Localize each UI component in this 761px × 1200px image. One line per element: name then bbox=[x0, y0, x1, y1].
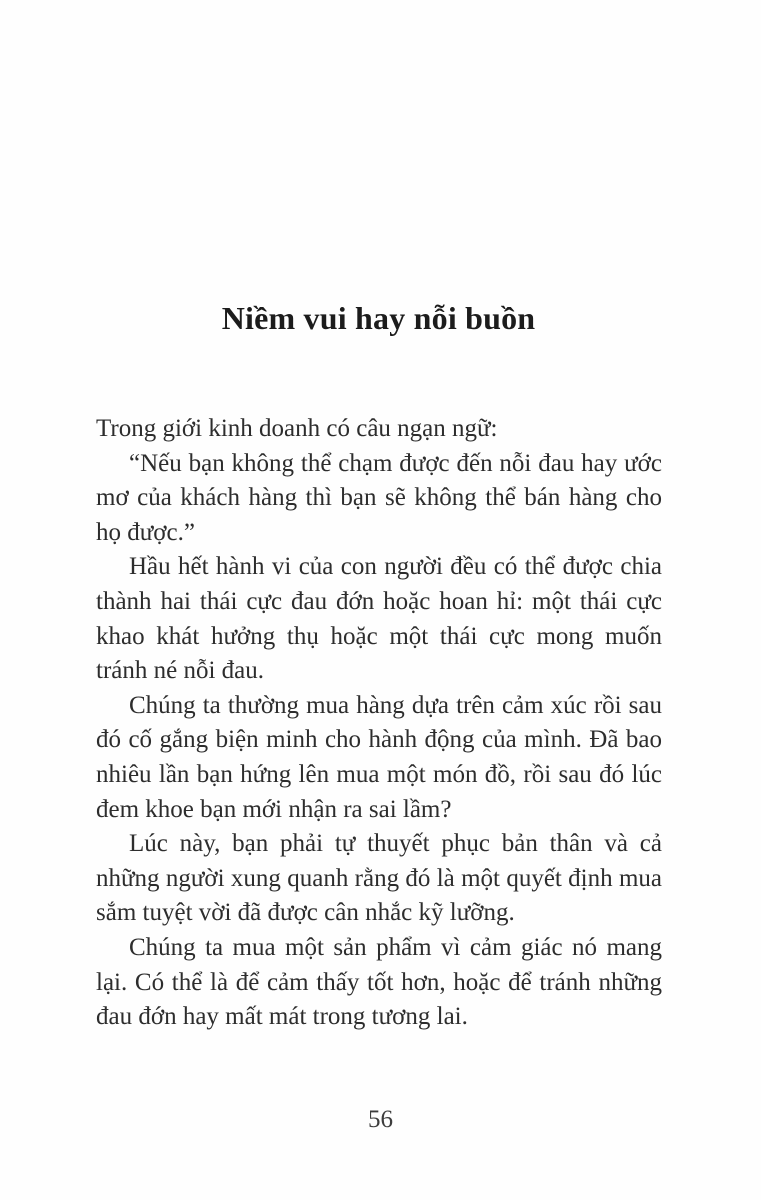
paragraph: Trong giới kinh doanh có câu ngạn ngữ: bbox=[96, 415, 498, 442]
page-number: 56 bbox=[368, 1106, 393, 1133]
paragraph: Lúc này, bạn phải tự thuyết phục bản thân và cả những người xung quanh rằng đó là một quyết định mua sắm tuyệt vời đã được cân nhắc kỹ lưỡng. bbox=[96, 830, 662, 927]
chapter-title: Niềm vui hay nỗi buồn bbox=[221, 300, 536, 336]
paragraph: Chúng ta thường mua hàng dựa trên cảm xúc rồi sau đó cố gắng biện minh cho hành động của mình. Đã bao nhiêu lần bạn hứng lên mua một món đồ, rồi sau đó lúc đem khoe bạn mới nhận ra sai lầm? bbox=[96, 691, 662, 823]
paragraph: Chúng ta mua một sản phẩm vì cảm giác nó mang lại. Có thể là để cảm thấy tốt hơn, hoặc để tránh những đau đớn hay mất mát trong tương lai. bbox=[96, 933, 662, 1031]
body-text bbox=[96, 412, 662, 1035]
paragraph: “Nếu bạn không thể chạm được đến nỗi đau hay ước mơ của khách hàng thì bạn sẽ không thể bán hàng cho họ được.” bbox=[96, 449, 662, 546]
paragraph: Hầu hết hành vi của con người đều có thể được chia thành hai thái cực đau đớn hoặc hoan hỉ: một thái cực khao khát hưởng thụ hoặc một thái cực mong muốn tránh né nỗi đau. bbox=[96, 553, 662, 685]
